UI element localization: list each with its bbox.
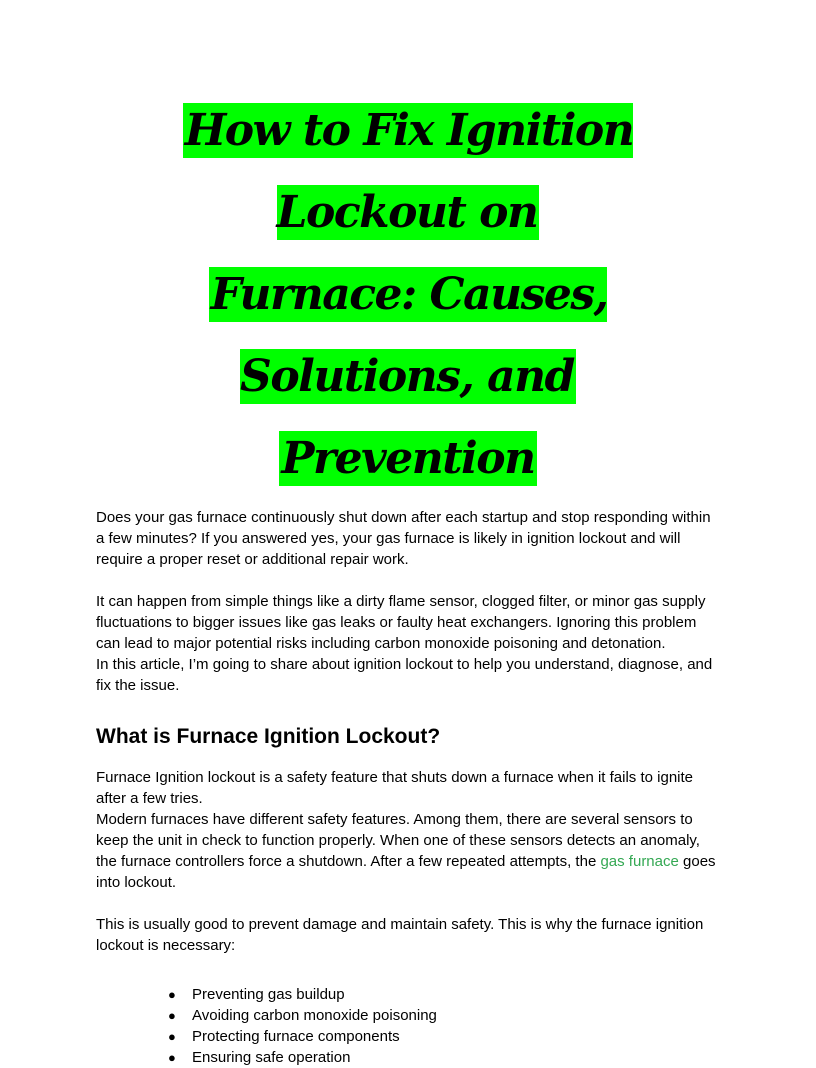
sensors-text-before-link: Modern furnaces have different safety features. Among them, there are several sensors to keep the unit in check to function properly. When one of these sensors detects an anomaly, the furnace controllers force a shutdown. After a few repeated attempts, the xyxy=(96,811,700,870)
definition-paragraph: Furnace Ignition lockout is a safety feature that shuts down a furnace when it fails to ignite after a few tries. xyxy=(96,769,694,807)
bullet-dot-icon: ● xyxy=(168,987,176,1002)
list-item-text: Protecting furnace components xyxy=(192,1028,400,1045)
bullet-dot-icon: ● xyxy=(168,1029,176,1044)
list-item xyxy=(168,1005,720,1026)
benefits-list xyxy=(96,984,720,1068)
document-page xyxy=(96,90,720,1068)
bullet-dot-icon: ● xyxy=(168,1008,176,1023)
bullet-dot-icon: ● xyxy=(168,1050,176,1065)
necessity-paragraph: This is usually good to prevent damage and maintain safety. This is why the furnace ignition lockout is necessary: xyxy=(96,916,704,954)
sensors-paragraph xyxy=(96,809,720,893)
list-item xyxy=(168,984,720,1005)
section-heading: What is Furnace Ignition Lockout? xyxy=(96,725,441,748)
list-item xyxy=(168,1047,720,1068)
list-item xyxy=(168,1026,720,1047)
title-line-2: Furnace: Causes, Solutions, and xyxy=(210,269,608,402)
title-line-3: Prevention xyxy=(281,433,535,484)
article-paragraph: In this article, I’m going to share about ignition lockout to help you understand, diagnose, and fix the issue. xyxy=(96,656,713,694)
list-item-text: Preventing gas buildup xyxy=(192,986,345,1003)
list-item-text: Ensuring safe operation xyxy=(192,1049,351,1066)
page-title xyxy=(96,90,720,500)
title-line-1: How to Fix Ignition Lockout on xyxy=(184,105,634,238)
sensors-text-after-link: goes into lockout. xyxy=(96,853,716,891)
list-item-text: Avoiding carbon monoxide poisoning xyxy=(192,1007,437,1024)
causes-paragraph: It can happen from simple things like a dirty flame sensor, clogged filter, or minor gas supply fluctuations to bigger issues like gas leaks or faulty heat exchangers. Ignoring this problem can lead to major potential risks including carbon monoxide poisoning and detonation. xyxy=(96,593,706,652)
gas-furnace-link[interactable]: gas furnace xyxy=(600,853,679,870)
intro-paragraph: Does your gas furnace continuously shut down after each startup and stop responding within a few minutes? If you answered yes, your gas furnace is likely in ignition lockout and will require a proper reset or additional repair work. xyxy=(96,509,711,568)
